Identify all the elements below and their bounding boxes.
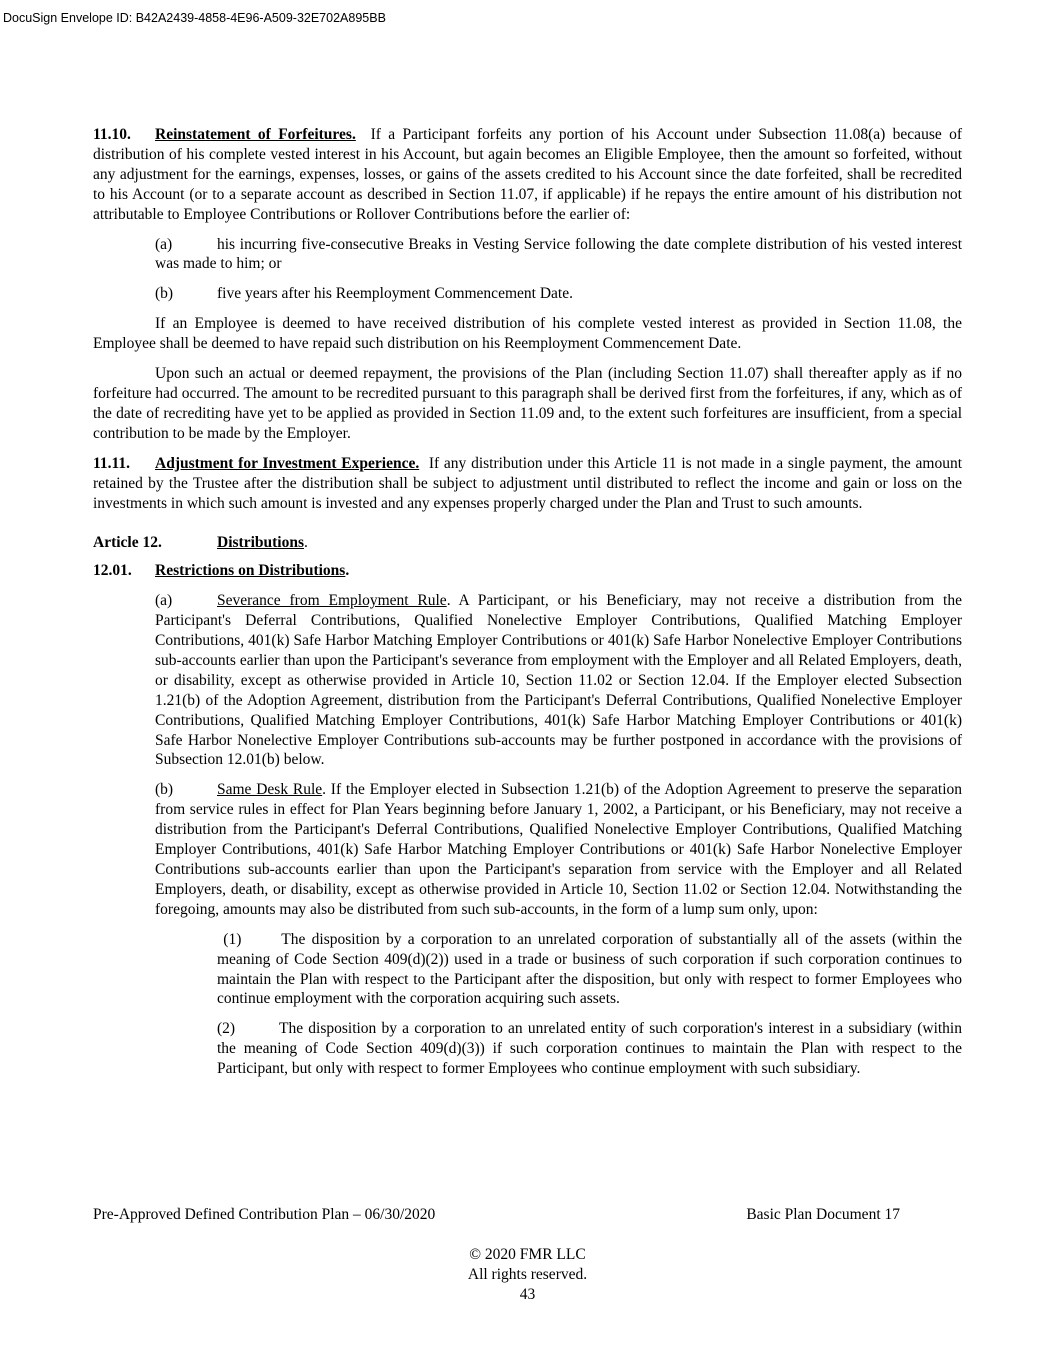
document-body <box>93 125 962 1089</box>
item-label: (b) <box>155 285 174 303</box>
section-11-10 <box>93 125 962 225</box>
section-title: Reinstatement of Forfeitures. <box>155 126 356 143</box>
page-number: 43 <box>519 1286 536 1303</box>
item-text: his incurring five-consecutive Breaks in Vesting Service following the date complete distribution of his vested interest was made to him; or <box>155 235 962 273</box>
copyright-block <box>0 1245 1055 1305</box>
list-item-a <box>155 591 962 770</box>
item-label: (b) <box>155 781 174 799</box>
item-text: . If the Employer elected in Subsection 1.21(b) of the Adoption Agreement to preserve the separation from service rules in effect for Plan Years beginning before January 1, 2002, a Participant, or his Beneficiary, may not receive a distribution from the Participant's Deferral Contributions, Qualified Nonelective Employer Contributions, Qualified Matching Employer Contributions, 401(k) Safe Harbor Matching Employer Contributions or 401(k) Safe Harbor Nonelective Employer Contributions sub-accounts earlier than upon the Participant's separation from service with the Employer and all Related Employers, death, or disability, except as otherwise provided in Article 10, Section 11.02 or Section 12.04. Notwithstanding the foregoing, amounts may also be distributed from such sub-accounts, in the form of a lump sum only, upon: <box>155 781 962 918</box>
list-item-b <box>155 284 962 304</box>
item-text: The disposition by a corporation to an unrelated corporation of substantially all of the assets (within the meaning of Code Section 409(d)(2)) used in a trade or business of such corporation if such corporation continues to maintain the Plan with respect to the Participant after the disposition, but only with respect to former Employees who continue employment with the corporation acquiring such assets. <box>217 930 962 1008</box>
item-label: (a) <box>155 235 173 253</box>
paragraph: Upon such an actual or deemed repayment, the provisions of the Plan (including Section 11.07) shall thereafter apply as if no forfeiture had occurred. The amount to be recredited pursuant to this paragraph shall be derived first from the forfeitures, if any, which as of the date of recrediting have yet to be applied as provided in Section 11.09 and, to the extent such forfeitures are insufficient, from a special contribution to be made by the Employer. <box>93 365 962 442</box>
section-11-11 <box>93 454 962 514</box>
item-text: . A Participant, or his Beneficiary, may not receive a distribution from the Participant's Deferral Contributions, Qualified Nonelective Employer Contributions, Qualified Matching Employer Contributions, 401(k) Safe Harbor Matching Employer Contributions or 401(k) Safe Harbor Nonelective Employer Contributions sub-accounts earlier than upon the Participant's severance from employment with the Employer and all Related Employers, death, or disability, except as otherwise provided in Article 10, Section 11.02 or Section 12.04. If the Employer elected Subsection 1.21(b) of the Adoption Agreement, distribution from the Participant's Deferral Contributions, Qualified Nonelective Employer Contributions, Qualified Matching Employer Contributions, 401(k) Safe Harbor Matching Employer Contributions or 401(k) Safe Harbor Nonelective Employer Contributions sub-accounts may be further postponed in accordance with the provisions of Subsection 12.01(b) below. <box>155 592 962 769</box>
section-number: 12.01. <box>93 562 132 580</box>
item-label: (1) <box>223 930 242 948</box>
list-item-b <box>155 780 962 919</box>
section-number: 11.10. <box>93 126 131 143</box>
section-title: Restrictions on Distributions <box>155 562 346 580</box>
footer-document-name: Basic Plan Document 17 <box>746 1206 900 1223</box>
article-title: Distributions <box>217 534 304 552</box>
item-title: Same Desk Rule <box>217 781 323 799</box>
item-label: (2) <box>217 1020 236 1038</box>
copyright-text: © 2020 FMR LLC <box>469 1246 586 1263</box>
article-number: Article 12. <box>93 534 162 552</box>
paragraph: If an Employee is deemed to have received distribution of his complete vested interest as provided in Section 11.08, the Employee shall be deemed to have repaid such distribution on his Reemployment Commencement Date. <box>93 315 962 353</box>
article-12-heading <box>93 533 962 553</box>
article-title-suffix: . <box>304 534 308 552</box>
item-label: (a) <box>155 592 173 610</box>
section-title-suffix: . <box>345 562 350 580</box>
rights-text: All rights reserved. <box>467 1266 588 1283</box>
section-text: If a Participant forfeits any portion of his Account under Subsection 11.08(a) because of distribution of his complete vested interest in his Account, but again becomes an Eligible Employee, then the amount so forfeited, without any adjustment for the earnings, expenses, losses, or gains of the assets credited to his Account since the date forfeited, shall be recredited to his Account (or to a separate account as described in Section 11.07, if applicable) if he repays the entire amount of his distribution not attributable to Employee Contributions or Rollover Contributions before the earlier of: <box>93 126 963 223</box>
section-12-01-heading <box>93 561 962 581</box>
section-text: If any distribution under this Article 11 is not made in a single payment, the amount retained by the Trustee after the distribution shall be subject to adjustment until distributed to reflect the income and gain or loss on the investments in which such amount is invested and any expenses properly charged under the Plan and Trust to such amounts. <box>93 454 962 512</box>
footer-plan-name: Pre-Approved Defined Contribution Plan – 06/30/2020 <box>93 1206 436 1223</box>
section-title: Adjustment for Investment Experience. <box>155 454 420 472</box>
item-text: five years after his Reemployment Commencement Date. <box>217 285 573 303</box>
section-number: 11.11. <box>93 454 131 472</box>
sub-item-2 <box>217 1019 962 1079</box>
sub-item-1 <box>217 930 962 1010</box>
docusign-envelope-id: DocuSign Envelope ID: B42A2439-4858-4E96-A509-32E702A895BB <box>3 11 386 25</box>
item-text: The disposition by a corporation to an unrelated entity of such corporation's interest in a subsidiary (within the meaning of Code Section 409(d)(3)) if such corporation continues to maintain the Plan with respect to the Participant, but only with respect to former Employees who continue employment with such subsidiary. <box>217 1020 962 1078</box>
list-item-a <box>155 235 962 275</box>
item-title: Severance from Employment Rule <box>217 592 447 610</box>
